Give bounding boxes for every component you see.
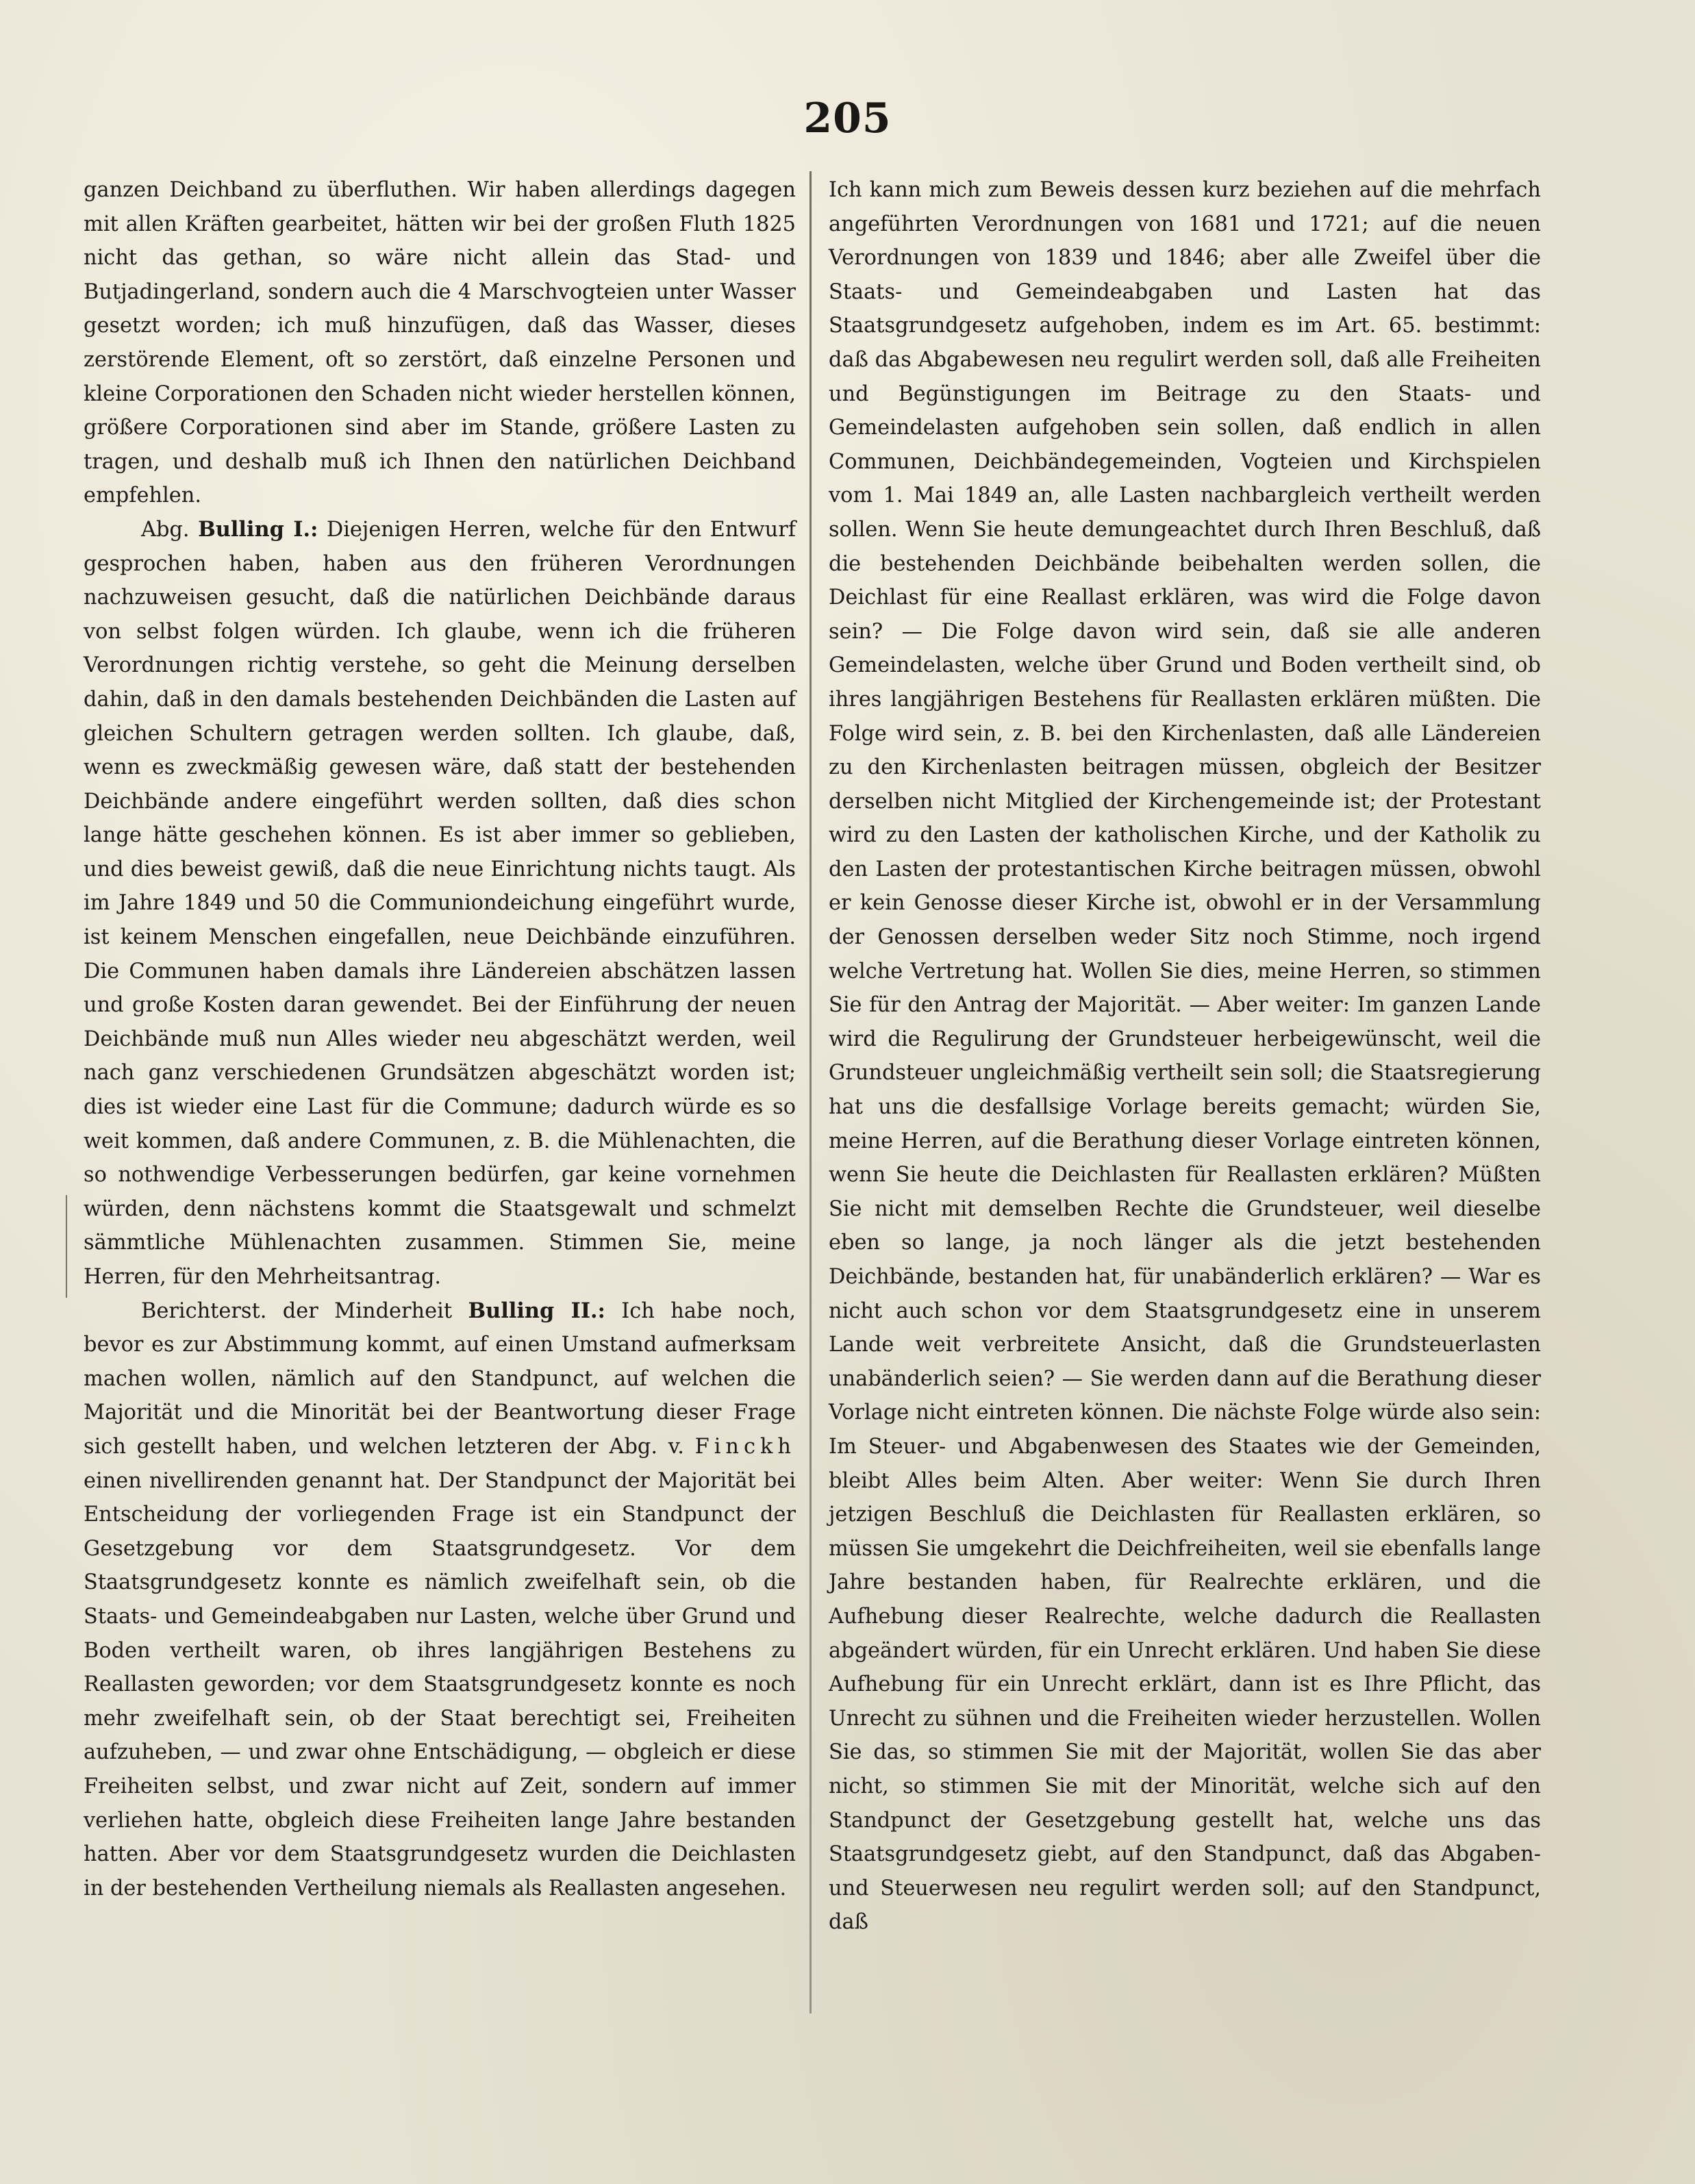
right-paragraph-1: Ich kann mich zum Beweis dessen kurz beziehen auf die mehrfach angeführten Verordnungen von 1681 und 1721; auf die neuen Verordnungen von 1839 und 1846; aber alle Zweifel über die Staats- und Gemeindeabgaben und Lasten hat das Staatsgrundgesetz aufgehoben, indem es im Art. 65. bestimmt: daß das Abgabewesen neu regulirt werden soll, daß alle Freiheiten und Begünstigungen im Beitrage zu den Staats- und Gemeindelasten aufgehoben sein sollen, daß endlich in allen Communen, Deichbändegemeinden, Vogteien und Kirchspielen vom 1. Mai 1849 an, alle Lasten nachbargleich vertheilt werden sollen. Wenn Sie heute demungeachtet durch Ihren Beschluß, daß die bestehenden Deichbände beibehalten werden sollen, die Deichlast für eine Reallast erklären, was wird die Folge davon sein? — Die Folge davon wird sein, daß sie alle anderen Gemeindelasten, welche über Grund und Boden vertheilt sind, ob ihres langjährigen Bestehens für Reallasten erklären müßten. Die Folge wird sein, z. B. bei den Kirchenlasten, daß alle Ländereien zu den Kirchenlasten beitragen müssen, obgleich der Besitzer derselben nicht Mitglied der Kirchengemeinde ist; der Protestant wird zu den Lasten der katholischen Kirche, und der Katholik zu den Lasten der protestantischen Kirche beitragen müssen, obwohl er kein Genosse dieser Kirche ist, obwohl er in der Versammlung der Genossen derselben weder Sitz noch Stimme, noch irgend welche Vertretung hat. Wollen Sie dies, meine Herren, so stimmen Sie für den Antrag der Majorität. — Aber weiter: Im ganzen Lande wird die Regulirung der Grundsteuer herbeigewünscht, weil die Grundsteuer ungleichmäßig vertheilt sein soll; die Staatsregierung hat uns die desfallsige Vorlage bereits gemacht; würden Sie, meine Herren, auf die Berathung dieser Vorlage eintreten können, wenn Sie heute die Deichlasten für Reallasten erklären? Müßten Sie nicht mit demselben Rechte die Grundsteuer, weil dieselbe eben so lange, ja noch länger als die jetzt bestehenden Deichbände, bestanden hat, für unabänderlich erklären? — War es nicht auch schon vor dem Staatsgrundgesetz eine in unserem Lande weit verbreitete Ansicht, daß die Grundsteuerlasten unabänderlich seien? — Sie werden dann auf die Berathung dieser Vorlage nicht eintreten können. Die nächste Folge würde also sein: Im Steuer- und Abgabenwesen des Staates wie der Gemeinden, bleibt Alles beim Alten. Aber weiter: Wenn Sie durch Ihren jetzigen Beschluß die Deichlasten für Reallasten erklären, so müssen Sie umgekehrt die Deichfreiheiten, weil sie ebenfalls lange Jahre bestanden haben, für Realrechte erklären, und die Aufhebung dieser Realrechte, welche dadurch die Reallasten abgeändert würden, für ein Unrecht erklären. Und haben Sie diese Aufhebung für ein Unrecht erklärt, dann ist es Ihre Pflicht, das Unrecht zu sühnen und die Freiheiten wieder herzustellen. Wollen Sie das, so stimmen Sie mit der Majorität, wollen Sie das aber nicht, so stimmen Sie mit der Minorität, welche sich auf den Standpunct der Gesetzgebung gestellt hat, welche uns das Staatsgrundgesetz giebt, auf den Standpunct, daß das Abgaben- und Steuerwesen neu regulirt werden soll; auf den Standpunct, daß [829, 178, 1541, 1935]
column-divider [809, 171, 812, 2013]
speaker-prefix: Abg. [141, 517, 190, 542]
spaced-name: Finckh [694, 1434, 796, 1459]
page-number: 205 [803, 95, 892, 142]
left-column [84, 173, 796, 1905]
left-paragraph-2 [84, 513, 796, 1294]
speech-text: Diejenigen Herren, welche für den Entwurf gesprochen haben, haben aus den früheren Verordnungen nachzuweisen gesucht, daß die natürlichen Deichbände daraus von selbst folgen würden. Ich glaube, wenn ich die früheren Verordnungen richtig verstehe, so geht die Meinung derselben dahin, daß in den damals bestehenden Deichbänden die Lasten auf gleichen Schultern getragen werden sollten. Ich glaube, daß, wenn es zweckmäßig gewesen wäre, daß statt der bestehenden Deichbände andere eingeführt werden sollten, daß dies schon lange hätte geschehen können. Es ist aber immer so geblieben, und dies beweist gewiß, daß die neue Einrichtung nichts taugt. Als im Jahre 1849 und 50 die Communiondeichung eingeführt wurde, ist keinem Menschen eingefallen, neue Deichbände einzuführen. Die Communen haben damals ihre Ländereien abschätzen lassen und große Kosten daran gewendet. Bei der Einführung der neuen Deichbände muß nun Alles wieder neu abgeschätzt werden, weil nach ganz verschiedenen Grundsätzen abgeschätzt worden ist; dies ist wieder eine Last für die Commune; dadurch würde es so weit kommen, daß andere Communen, z. B. die Mühlenachten, die so nothwendige Verbesserungen bedürfen, gar keine vornehmen würden, denn nächstens kommt die Staatsgewalt und schmelzt sämmtliche Mühlenachten zusammen. Stimmen Sie, meine Herren, für den Mehrheitsantrag. [84, 517, 796, 1289]
right-column [829, 173, 1541, 1940]
speech-text: einen nivellirenden genannt hat. Der Standpunct der Majorität bei Entscheidung der vorliegenden Frage ist ein Standpunct der Gesetzgebung vor dem Staatsgrundgesetz. Vor dem Staatsgrundgesetz konnte es nämlich zweifelhaft sein, ob die Staats- und Gemeindeabgaben nur Lasten, welche über Grund und Boden vertheilt waren, ob ihres langjährigen Bestehens zu Reallasten geworden; vor dem Staatsgrundgesetz konnte es noch mehr zweifelhaft sein, ob der Staat berechtigt sei, Freiheiten aufzuheben, — und zwar ohne Entschädigung, — obgleich er diese Freiheiten selbst, und zwar nicht auf Zeit, sondern auf immer verliehen hatte, obgleich diese Freiheiten lange Jahre bestanden hatten. Aber vor dem Staatsgrundgesetz wurden die Deichlasten in der bestehenden Vertheilung niemals als Reallasten angesehen. [84, 1468, 796, 1900]
left-paragraph-1: ganzen Deichband zu überfluthen. Wir haben allerdings dagegen mit allen Kräften gearbeitet, hätten wir bei der großen Fluth 1825 nicht das gethan, so wäre nicht allein das Stad- und Butjadingerland, sondern auch die 4 Marschvogteien unter Wasser gesetzt worden; ich muß hinzufügen, daß das Wasser, dieses zerstörende Element, oft so zerstört, daß einzelne Personen und kleine Corporationen den Schaden nicht wieder herstellen können, größere Corporationen sind aber im Stande, größere Lasten zu tragen, und deshalb muß ich Ihnen den natürlichen Deichband empfehlen. [84, 178, 796, 508]
speaker-name: Bulling II.: [468, 1298, 605, 1323]
speaker-name: Bulling I.: [198, 516, 318, 542]
speech-text: Ich habe noch, bevor es zur Abstimmung kommt, auf einen Umstand aufmerksam machen wollen, nämlich auf den Standpunct, auf welchen die Majorität und die Minorität bei der Beantwortung dieser Frage sich gestellt haben, und welchen letzteren der Abg. v. [84, 1298, 796, 1459]
left-paragraph-3 [84, 1294, 796, 1906]
speaker-prefix: Berichterst. der Minderheit [141, 1298, 453, 1323]
margin-mark [66, 1195, 67, 1298]
